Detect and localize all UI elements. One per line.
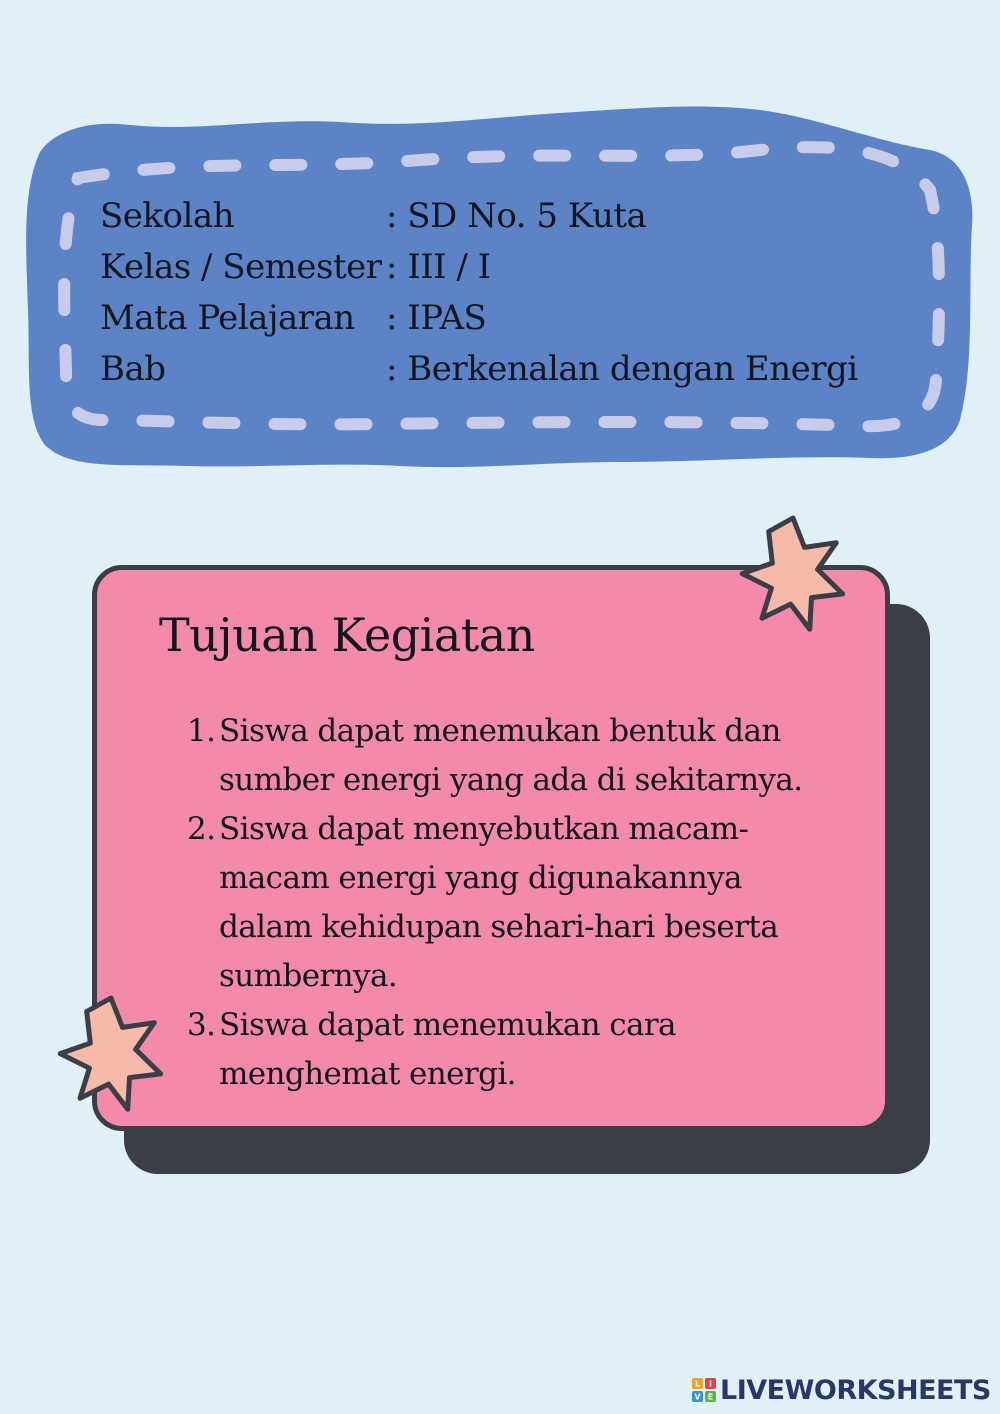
liveworksheets-logo-icon	[692, 1378, 716, 1402]
goal-text: Siswa dapat menemukan cara menghemat energi.	[219, 1007, 676, 1092]
goal-number: 1.	[187, 713, 216, 749]
info-row-bab	[100, 343, 858, 394]
info-label: Mata Pelajaran	[100, 297, 355, 338]
goal-number: 3.	[187, 1007, 216, 1043]
liveworksheets-logo	[692, 1375, 991, 1405]
goal-number: 2.	[187, 811, 216, 847]
logo-letter: L	[694, 1379, 701, 1389]
info-row-sekolah	[100, 190, 858, 241]
info-value: : IPAS	[386, 297, 487, 338]
logo-letter: I	[709, 1379, 712, 1389]
school-info-table	[100, 190, 858, 394]
info-label: Sekolah	[100, 195, 235, 236]
card-title: Tujuan Kegiatan	[159, 608, 535, 662]
logo-letter: V	[694, 1392, 701, 1402]
info-row-kelas	[100, 241, 858, 292]
info-value: : III / I	[386, 246, 491, 287]
goal-item	[187, 805, 827, 1001]
star-bottom-left-icon	[48, 992, 174, 1118]
star-top-right-icon	[730, 512, 856, 638]
goal-item	[187, 707, 827, 805]
info-label: Kelas / Semester	[100, 246, 382, 287]
logo-text: LIVEWORKSHEETS	[720, 1374, 991, 1406]
goals-card	[92, 565, 890, 1131]
info-value: : Berkenalan dengan Energi	[386, 348, 858, 389]
goal-text: Siswa dapat menemukan bentuk dan sumber energi yang ada di sekitarnya.	[219, 713, 803, 798]
info-value: : SD No. 5 Kuta	[386, 195, 647, 236]
info-row-mapel	[100, 292, 858, 343]
goal-item	[187, 1001, 827, 1099]
goals-list	[187, 707, 827, 1099]
info-label: Bab	[100, 348, 166, 389]
logo-letter: E	[707, 1392, 714, 1402]
goal-text: Siswa dapat menyebutkan macam-macam energi yang digunakannya dalam kehidupan sehari-hari beserta sumbernya.	[219, 811, 779, 994]
